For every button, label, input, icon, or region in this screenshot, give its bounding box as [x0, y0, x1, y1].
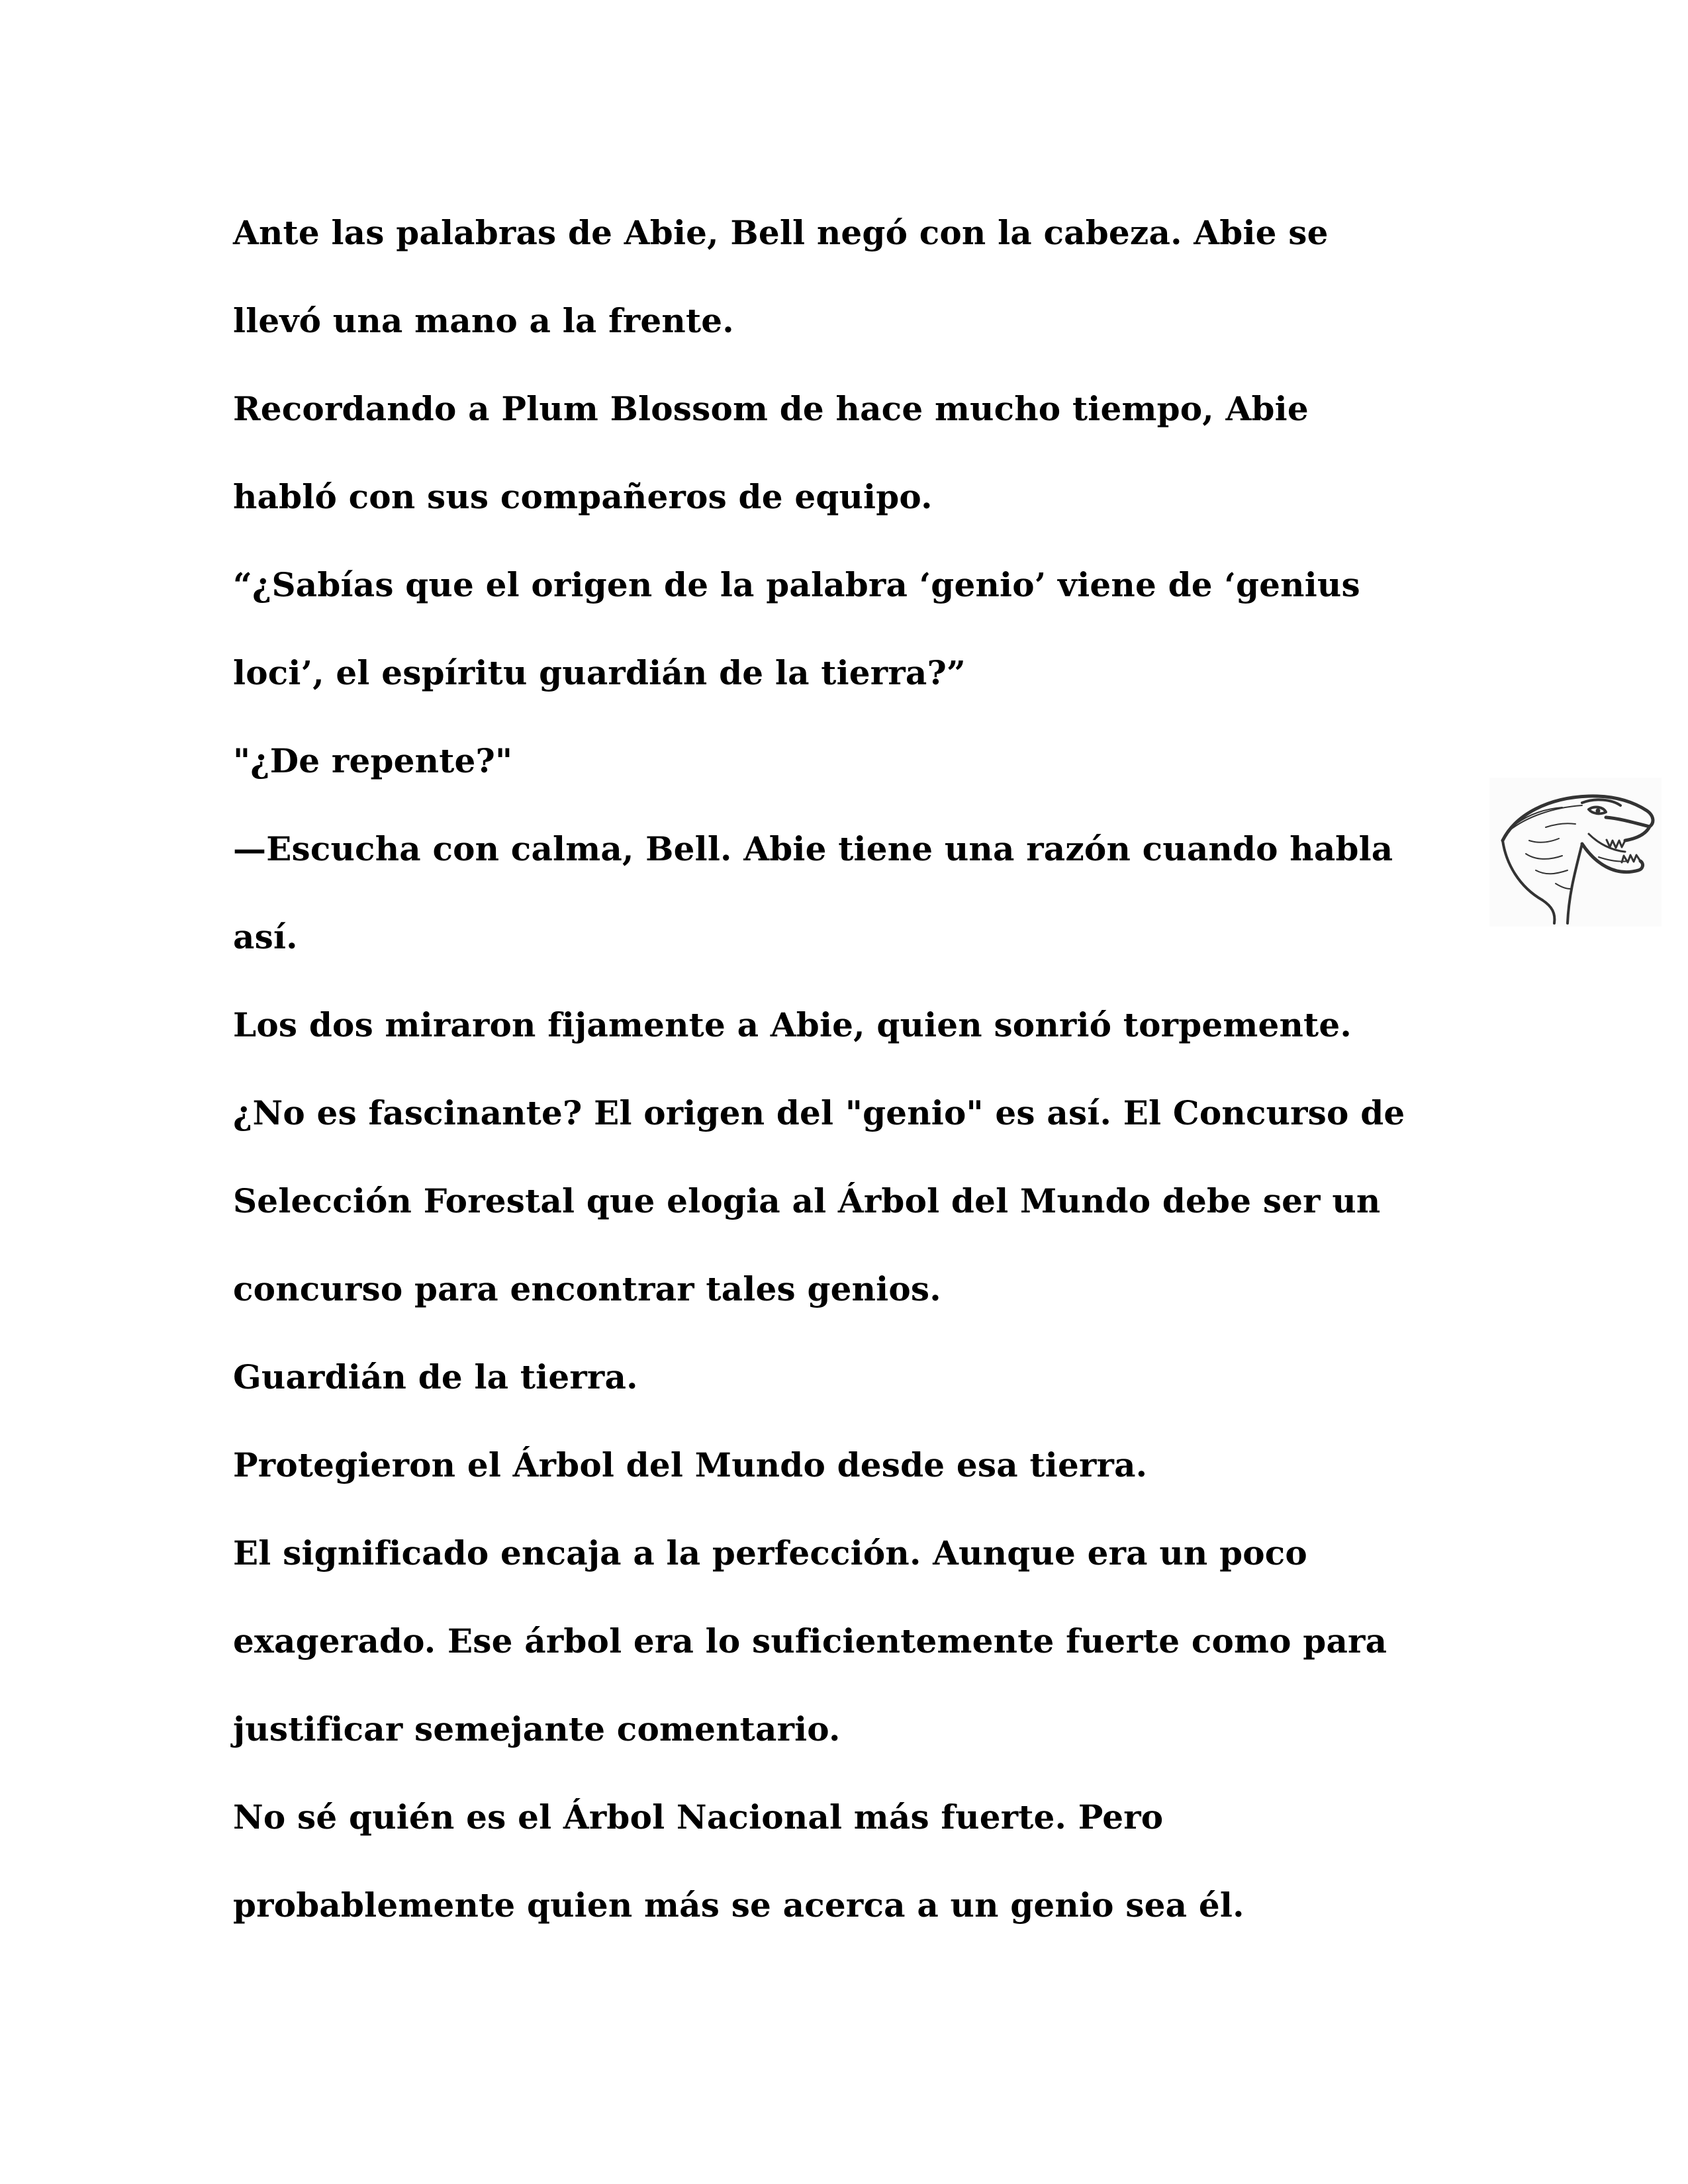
- text-line: Guardián de la tierra.: [233, 1357, 638, 1396]
- text-line: así.: [233, 917, 298, 956]
- text-line: llevó una mano a la frente.: [233, 301, 734, 340]
- text-line: Ante las palabras de Abie, Bell negó con la cabeza. Abie se: [233, 213, 1329, 252]
- text-line: "¿De repente?": [233, 741, 513, 780]
- text-line: No sé quién es el Árbol Nacional más fuerte. Pero: [233, 1797, 1164, 1837]
- text-line: loci’, el espíritu guardián de la tierra?”: [233, 653, 966, 692]
- text-line: “¿Sabías que el origen de la palabra ‘genio’ viene de ‘genius: [233, 565, 1360, 604]
- text-line: —Escucha con calma, Bell. Abie tiene una razón cuando habla: [233, 829, 1393, 868]
- text-line: Recordando a Plum Blossom de hace mucho tiempo, Abie: [233, 389, 1309, 428]
- text-line: probablemente quien más se acerca a un genio sea él.: [233, 1886, 1244, 1925]
- text-line: ¿No es fascinante? El origen del "genio" es así. El Concurso de: [233, 1093, 1405, 1132]
- text-line: justificar semejante comentario.: [233, 1709, 841, 1749]
- dinosaur-head-sketch-icon: [1489, 778, 1662, 927]
- text-line: Selección Forestal que elogia al Árbol del Mundo debe ser un: [233, 1181, 1381, 1220]
- text-line: concurso para encontrar tales genios.: [233, 1269, 941, 1308]
- body-text: [233, 189, 1491, 1949]
- text-line: Protegieron el Árbol del Mundo desde esa tierra.: [233, 1445, 1148, 1484]
- text-line: habló con sus compañeros de equipo.: [233, 477, 933, 516]
- text-line: Los dos miraron fijamente a Abie, quien sonrió torpemente.: [233, 1005, 1352, 1044]
- text-line: exagerado. Ese árbol era lo suficientemente fuerte como para: [233, 1621, 1387, 1661]
- text-line: El significado encaja a la perfección. Aunque era un poco: [233, 1533, 1307, 1572]
